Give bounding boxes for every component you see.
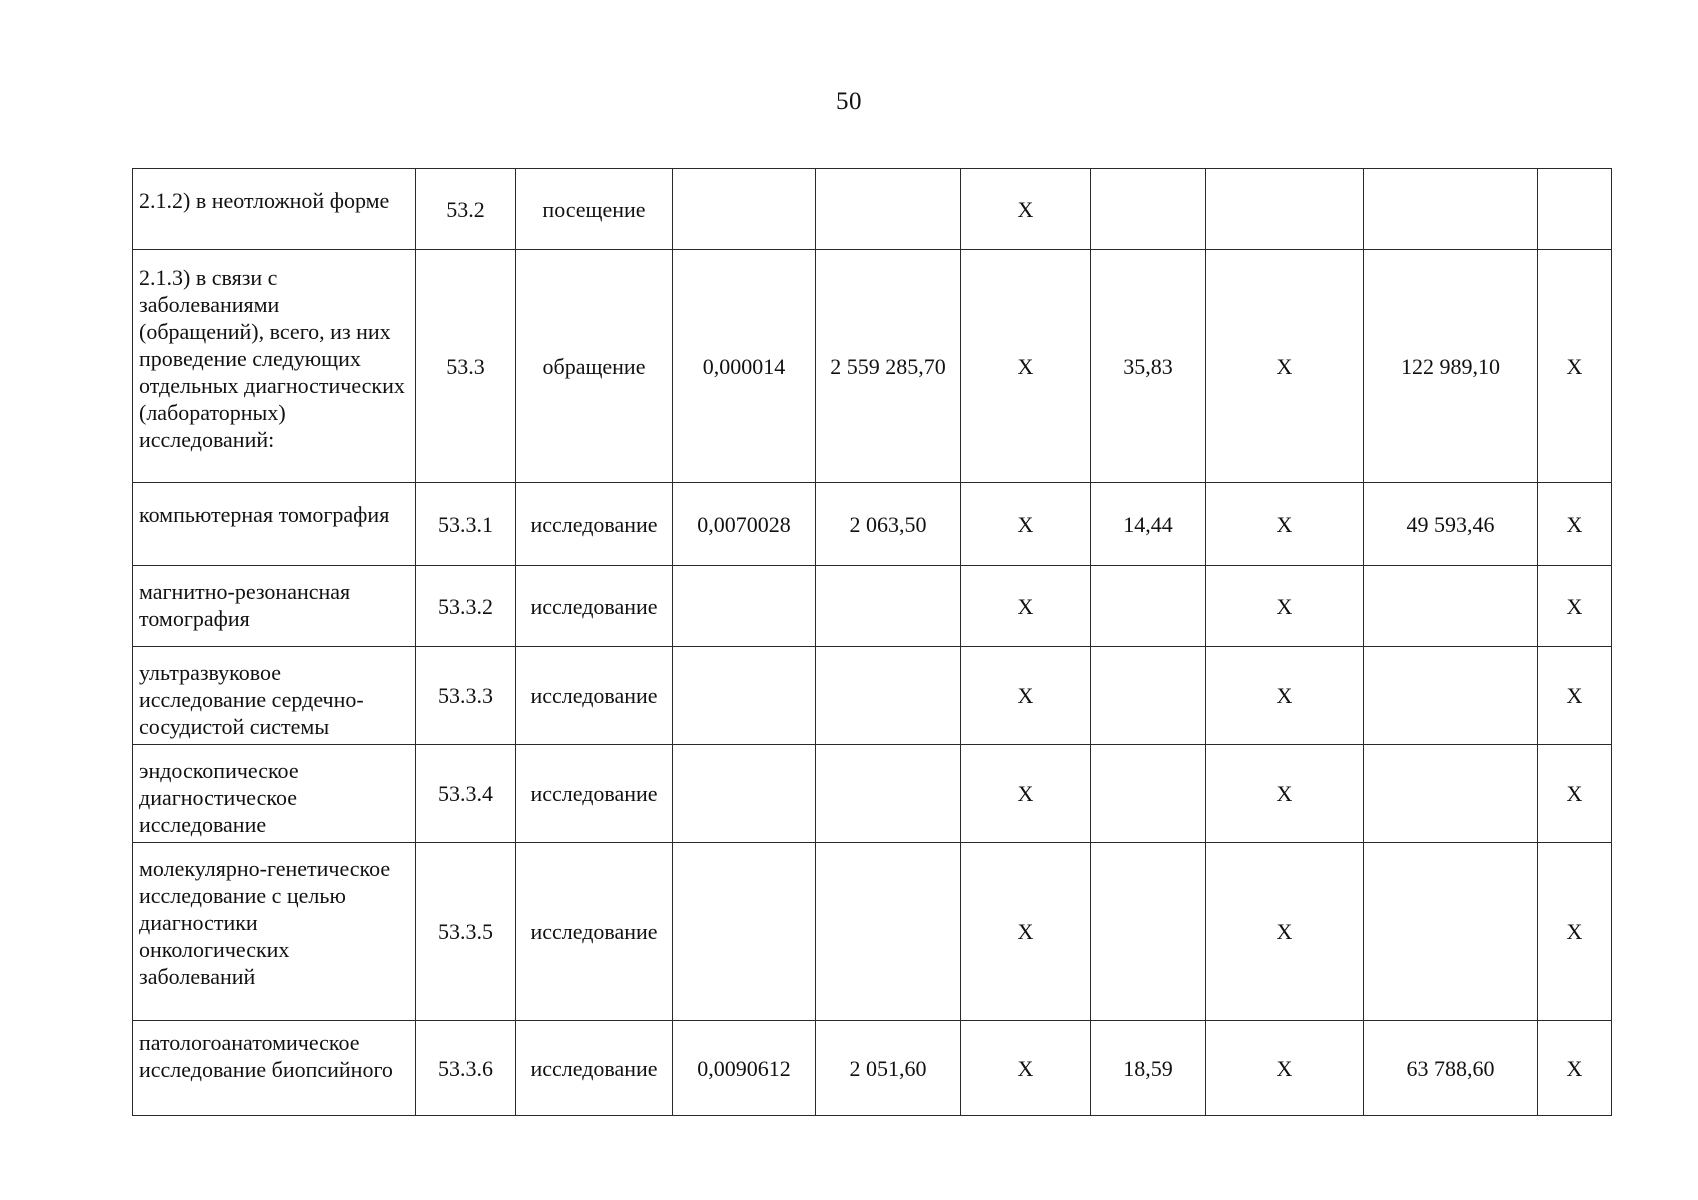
row-value-cell: X [1538,745,1612,843]
row-value-cell: X [1538,1021,1612,1116]
row-value-cell: 122 989,10 [1364,250,1538,483]
row-unit-cell: посещение [516,169,673,250]
row-value-cell: 49 593,46 [1364,483,1538,566]
row-code-cell: 53.2 [416,169,516,250]
row-value-cell [816,745,961,843]
row-value-cell: X [961,566,1091,647]
row-name-cell: патологоанатомическое исследование биопсийного [133,1021,416,1116]
row-value-cell [816,843,961,1021]
row-unit-cell: исследование [516,566,673,647]
row-code-cell: 53.3.2 [416,566,516,647]
row-unit-cell: исследование [516,483,673,566]
row-value-cell: X [1206,250,1364,483]
table-row [133,647,1612,745]
row-value-cell [1364,843,1538,1021]
row-value-cell: X [961,250,1091,483]
row-value-cell [1091,566,1206,647]
row-code-cell: 53.3.4 [416,745,516,843]
table-row [133,745,1612,843]
row-value-cell: X [961,647,1091,745]
row-code-cell: 53.3.6 [416,1021,516,1116]
table-row [133,483,1612,566]
row-value-cell [1364,745,1538,843]
row-value-cell: X [1206,566,1364,647]
row-name-cell: 2.1.2) в неотложной форме [133,169,416,250]
row-value-cell [673,566,816,647]
row-value-cell: 0,0070028 [673,483,816,566]
row-value-cell [673,647,816,745]
row-value-cell: 2 559 285,70 [816,250,961,483]
row-value-cell: 0,000014 [673,250,816,483]
row-value-cell [1091,843,1206,1021]
row-value-cell [816,566,961,647]
row-code-cell: 53.3.5 [416,843,516,1021]
row-value-cell: X [961,1021,1091,1116]
page-number: 50 [836,88,862,115]
row-value-cell [1206,169,1364,250]
row-value-cell: X [1538,843,1612,1021]
row-code-cell: 53.3.1 [416,483,516,566]
row-value-cell: 2 051,60 [816,1021,961,1116]
table-row [133,169,1612,250]
row-name-cell: компьютерная томография [133,483,416,566]
table-row [133,1021,1612,1116]
row-name-cell: магнитно-резонансная томография [133,566,416,647]
row-value-cell: 2 063,50 [816,483,961,566]
row-value-cell: 14,44 [1091,483,1206,566]
row-value-cell: 35,83 [1091,250,1206,483]
row-value-cell: X [1538,566,1612,647]
row-unit-cell: исследование [516,843,673,1021]
row-name-cell: 2.1.3) в связи с заболеваниями (обращений), всего, из них проведение следующих отдельных диагностических (лабораторных) исследований: [133,250,416,483]
row-code-cell: 53.3 [416,250,516,483]
row-value-cell [1364,647,1538,745]
row-value-cell [1538,169,1612,250]
row-value-cell: X [1206,745,1364,843]
row-value-cell [1091,647,1206,745]
row-value-cell: X [1538,250,1612,483]
row-value-cell [673,843,816,1021]
row-value-cell: X [961,483,1091,566]
row-name-cell: эндоскопическое диагностическое исследование [133,745,416,843]
row-value-cell [816,647,961,745]
row-unit-cell: исследование [516,1021,673,1116]
row-value-cell: X [961,843,1091,1021]
row-unit-cell: обращение [516,250,673,483]
row-value-cell: X [961,745,1091,843]
row-value-cell: 18,59 [1091,1021,1206,1116]
row-value-cell: X [1206,1021,1364,1116]
row-value-cell: X [1538,647,1612,745]
row-value-cell [673,745,816,843]
row-value-cell: X [1206,843,1364,1021]
row-value-cell: X [1206,647,1364,745]
row-value-cell [1091,169,1206,250]
row-value-cell [1364,566,1538,647]
table-row [133,250,1612,483]
row-value-cell: X [961,169,1091,250]
row-value-cell: X [1538,483,1612,566]
row-code-cell: 53.3.3 [416,647,516,745]
row-name-cell: ультразвуковое исследование сердечно-сосудистой системы [133,647,416,745]
row-value-cell: 0,0090612 [673,1021,816,1116]
financing-table [132,168,1612,1116]
row-value-cell: 63 788,60 [1364,1021,1538,1116]
row-value-cell: X [1206,483,1364,566]
row-unit-cell: исследование [516,647,673,745]
row-value-cell [1364,169,1538,250]
row-name-cell: молекулярно-генетическое исследование с целью диагностики онкологических заболеваний [133,843,416,1021]
row-unit-cell: исследование [516,745,673,843]
row-value-cell [1091,745,1206,843]
row-value-cell [816,169,961,250]
table-row [133,566,1612,647]
table-row [133,843,1612,1021]
row-value-cell [673,169,816,250]
